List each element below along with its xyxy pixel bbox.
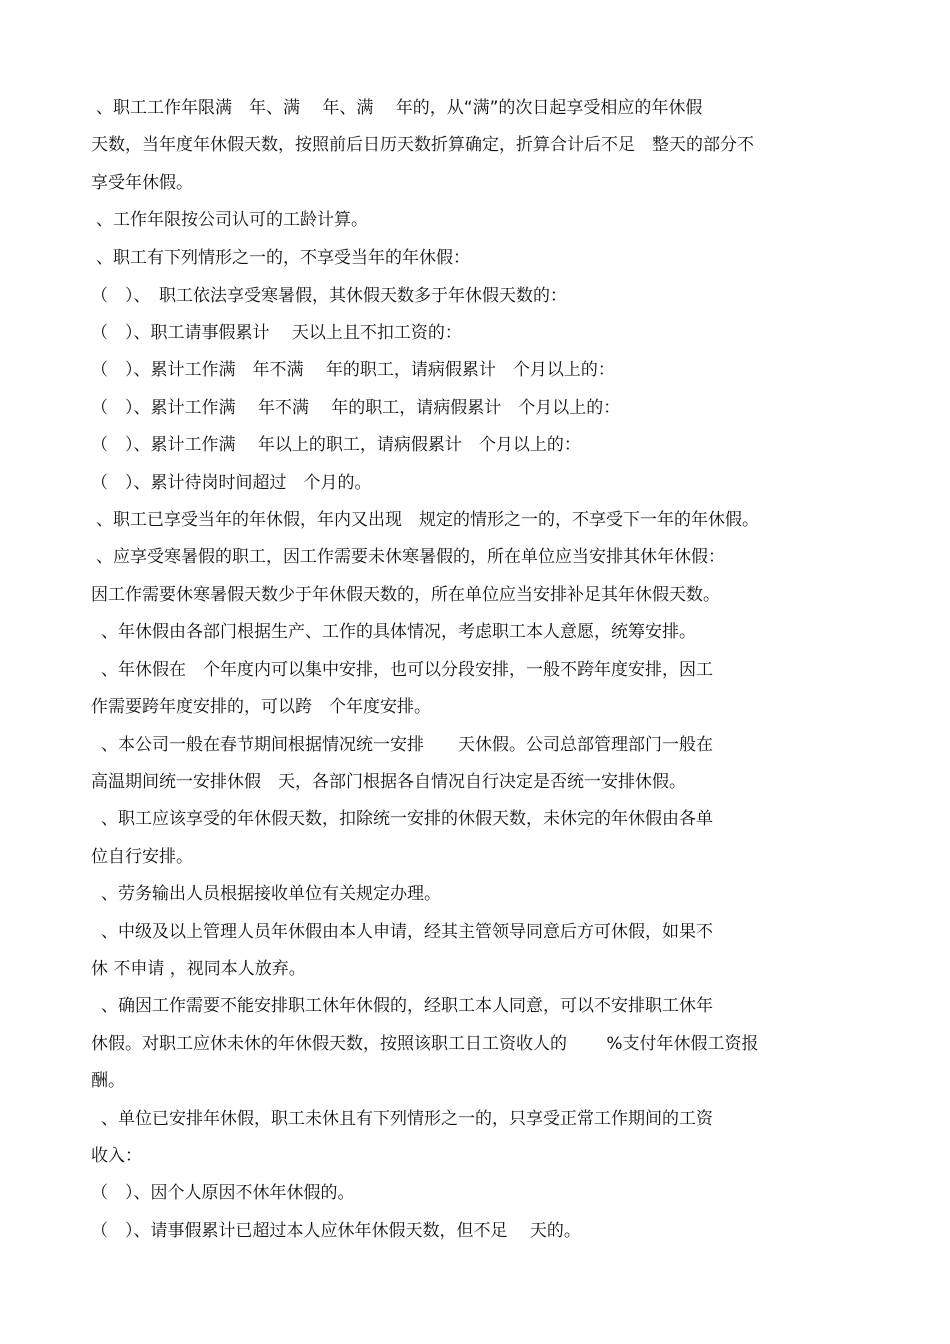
text-line: 享受年休假。 [91,173,193,193]
text-line: 因工作需要休寒暑假天数少于年休假天数的，所在单位应当安排补足其年休假天数。 [91,585,720,605]
text-line: 、年休假由各部门根据生产、工作的具体情况，考虑职工本人意愿，统筹安排。 [101,622,696,642]
text-line: 、年休假在 个年度内可以集中安排，也可以分段安排，一般不跨年度安排，因工 [101,660,713,680]
text-line: 作需要跨年度安排的，可以跨 个年度安排。 [91,697,431,717]
text-line: （ ）、请事假累计已超过本人应休年休假天数，但不足 天的。 [91,1221,581,1241]
text-line: （ ）、因个人原因不休年休假的。 [91,1183,355,1203]
text-line: 、确因工作需要不能安排职工休年休假的，经职工本人同意，可以不安排职工休年 [101,996,713,1016]
text-line: 、单位已安排年休假，职工未休且有下列情形之一的，只享受正常工作期间的工资 [101,1109,713,1129]
text-line: 酬。 [91,1071,125,1091]
text-line: 、职工工作年限满 年、满 年、满 年的，从“满”的次日起享受相应的年休假 [96,98,703,118]
text-line: 天数，当年度年休假天数，按照前后日历天数折算确定，折算合计后不足 整天的部分不 [91,135,754,155]
text-line: （ ）、累计工作满 年以上的职工，请病假累计 个月以上的： [91,435,581,455]
text-line: 休假。对职工应休未休的年休假天数，按照该职工日工资收人的 %支付年休假工资报 [91,1034,759,1054]
text-line: 、工作年限按公司认可的工龄计算。 [96,210,368,230]
text-line: （ ）、累计工作满 年不满 年的职工，请病假累计 个月以上的： [91,398,621,418]
text-line: 休 不申请 ，视同本人放弃。 [91,959,306,979]
text-line: （ ）、职工请事假累计 天以上且不扣工资的： [91,323,462,343]
text-line: 、职工应该享受的年休假天数，扣除统一安排的休假天数，未休完的年休假由各单 [101,809,713,829]
text-line: （ ）、累计工作满 年不满 年的职工，请病假累计 个月以上的： [91,360,615,380]
text-line: 、职工已享受当年的年休假，年内又出现 规定的情形之一的，不享受下一年的年休假。 [96,510,759,530]
text-line: 、劳务输出人员根据接收单位有关规定办理。 [101,884,441,904]
text-line: 高温期间统一安排休假 天，各部门根据各自情况自行决定是否统一安排休假。 [91,772,686,792]
text-line: （ ）、 职工依法享受寒暑假，其休假天数多于年休假天数的： [91,286,567,306]
text-line: 、应享受寒暑假的职工，因工作需要未休寒暑假的，所在单位应当安排其休年休假： [96,547,725,567]
text-line: 收入： [91,1146,142,1166]
text-line: （ ）、累计待岗时间超过 个月的。 [91,473,372,493]
text-line: 、本公司一般在春节期间根据情况统一安排 天休假。公司总部管理部门一般在 [101,735,713,755]
text-line: 位自行安排。 [91,847,193,867]
text-line: 、中级及以上管理人员年休假由本人申请，经其主管领导同意后方可休假，如果不 [101,922,713,942]
text-line: 、职工有下列情形之一的，不享受当年的年休假： [96,248,470,268]
